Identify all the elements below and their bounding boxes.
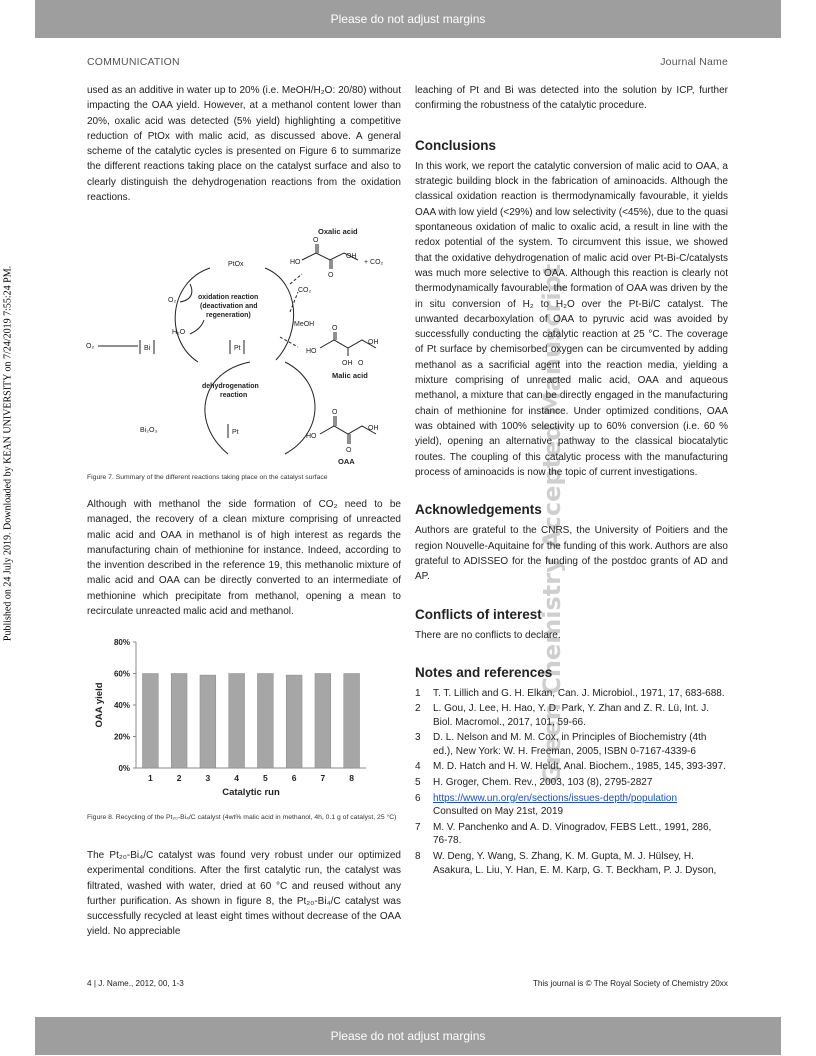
bi-label: Bi <box>144 345 151 352</box>
oxidation-line-3: regeneration) <box>206 312 251 319</box>
oaa-o-top: O <box>332 409 338 416</box>
bar-run-4 <box>229 674 245 769</box>
x-tick-label: 6 <box>291 773 297 783</box>
x-tick-label: 4 <box>234 773 239 783</box>
acknowledgements-text: Authors are grateful to the CNRS, the University of Poitiers and the region Nouvelle-Aquitaine for the funding of this work. Authors are also grateful to ADISSEO for the funding of the postdoc grants of AD and AP. <box>415 525 728 583</box>
bar-run-2 <box>171 674 187 769</box>
recycling-bar-chart <box>86 634 376 804</box>
bar-run-8 <box>344 674 360 769</box>
pt-label: Pt <box>234 345 241 352</box>
co2-side-label: CO₂ <box>298 287 312 294</box>
reference-number: 6 <box>415 792 421 804</box>
reference-text: L. Gou, J. Lee, H. Hao, Y. D. Park, Y. Zhan and Z. R. Lü, Int. J. Biol. Macromol., 2017, 101, 59-66. <box>433 703 710 728</box>
oxalic-o-bottom: O <box>328 272 334 279</box>
reference-text: D. L. Nelson and M. M. Cox, in Principles of Biochemistry (4th ed.), New York: W. H. Freeman, 2005, ISBN 0-7167-4339-6 <box>433 732 707 757</box>
footer-page-citation: 4 | J. Name., 2012, 00, 1-3 <box>87 979 184 988</box>
meoh-label: MeOH <box>294 321 315 328</box>
figure-8-caption: Figure 8. Recycling of the Pt₂₀-Bi₄/C catalyst (4wt% malic acid in methanol, 4h, 0.1 g of catalyst, 25 °C) <box>87 814 397 821</box>
paragraph-text: Although with methanol the side formation of CO₂ need to be managed, the recovery of a clean mixture comprising of unreacted malic acid and OAA in methanol is of high interest as regards the manufacturing chain of methionine for instance. Indeed, according to the invention described in the reference 19, this methanolic mixture of malic acid and OAA can be directly converted to an intermediate of methionine which precipitate from methanol, opening a mean to recirculate unreacted malic acid and methanol. <box>87 499 401 618</box>
oaa-label: OAA <box>338 457 355 466</box>
reference-number: 1 <box>415 687 421 699</box>
h2o-label: H₂O <box>172 329 186 336</box>
reference-item <box>415 687 728 701</box>
x-tick-label: 5 <box>263 773 268 783</box>
reference-item <box>415 821 728 848</box>
y-axis-title: OAA yield <box>94 682 105 728</box>
left-paragraph-2 <box>87 497 401 619</box>
bi2o3-label: Bi₂O₃ <box>140 427 158 434</box>
dehydrogenation-line-2: reaction <box>220 392 248 399</box>
conflicts-text: There are no conflicts to declare. <box>415 629 561 641</box>
oxalic-oh: OH <box>346 253 357 260</box>
conclusions-text: In this work, we report the catalytic conversion of malic acid to OAA, a strategic building block in the fabrication of aminoacids. Although the classical oxidation reaction is thermodynamically favourable, it yields OAA with low yield (<29%) and low selectivity (<45%), due to the quasi spontaneous oxidation of malic to oxalic acid, a result in line with the redox potential of the system. To circumvent this issue, we showed that the oxidative dehydrogenation of malic acid over Pt-Bi-C/catalysts was much more selective to OAA. Although this reaction is clearly not thermodynamically favourable, the formation of OAA was driven by the in situ conversion of H₂ to H₂O over the Pt-Bi/C catalyst. The unwanted decarboxylation of OAA to pyruvic acid was avoided by successfully conducting the catalytic reaction at 25 °C. The coverage of Pt surface by chemisorbed oxygen can be circumvented by adding methanol as a sacrificial agent into the reaction media, yielding a mixture comprising of unreacted malic acid, OAA and aqueous methanol, a mixture that can be directly engaged in the manufacturing chain of methionine for instance. Under optimized conditions, OAA was obtained with 100% selectivity up to 60% conversion (i.e. 60 % yield), opening an alternative pathway to the classical biocatalytic routes. The coupling of this catalytic process with the manufacturing process of aminoacids is now the topic of current investigations. <box>415 160 728 478</box>
reference-item <box>415 731 728 758</box>
bar-run-6 <box>286 675 302 768</box>
reference-number: 5 <box>415 777 421 789</box>
paragraph-text: The Pt₂₀-Bi₄/C catalyst was found very robust under our optimized experimental conditions. After the first catalytic run, the catalyst was filtrated, washed with water, dried at 60 °C and reused without any further purification. As shown in figure 8, the Pt₂₀-Bi₄/C catalyst was successfully recycled at least eight times without decrease of the OAA yield. No appreciable <box>87 850 401 938</box>
x-tick-label: 2 <box>176 773 182 783</box>
acknowledgements-heading: Acknowledgements <box>415 502 542 518</box>
bar-run-5 <box>257 674 273 769</box>
bottom-margin-banner: Please do not adjust margins <box>35 1017 781 1055</box>
oaa-oh: OH <box>368 425 379 432</box>
reference-list <box>415 687 728 878</box>
reference-number: 7 <box>415 821 421 833</box>
right-column <box>415 83 728 879</box>
reference-item <box>415 760 728 774</box>
reference-text: Consulted on May 21st, 2019 <box>433 806 564 818</box>
reference-text: H. Groger, Chem. Rev., 2003, 103 (8), 2795-2827 <box>433 777 653 789</box>
reference-item <box>415 792 728 819</box>
conclusions-heading: Conclusions <box>415 137 497 153</box>
y-tick-label: 0% <box>118 764 130 773</box>
left-paragraph-1 <box>87 83 401 205</box>
x-tick-label: 7 <box>320 773 326 783</box>
y-tick-label: 40% <box>113 701 130 710</box>
left-paragraph-3 <box>87 848 401 940</box>
reference-text: W. Deng, Y. Wang, S. Zhang, K. M. Gupta, M. J. Hülsey, H. Asakura, L. Liu, Y. Han, E. M. Karp, G. T. Beckham, P. J. Dyson, <box>433 851 717 876</box>
footer-copyright: This journal is © The Royal Society of Chemistry 20xx <box>532 979 728 988</box>
reference-text: M. V. Panchenko and A. D. Vinogradov, FEBS Lett., 1991, 286, 76-78. <box>433 821 712 847</box>
reference-item <box>415 776 728 790</box>
accepted-manuscript-watermark: Green Chemistry Accepted Manuscript <box>538 263 566 785</box>
malic-oh-bottom: OH <box>342 360 353 367</box>
reference-item <box>415 850 728 877</box>
oaa-ho: HO <box>306 433 317 440</box>
bar-run-1 <box>142 674 158 769</box>
paragraph-text: leaching of Pt and Bi was detected into the solution by ICP, further confirming the robustness of the catalytic procedure. <box>415 85 728 112</box>
o2-far-label: O₂ <box>86 343 95 350</box>
malic-ho: HO <box>306 348 317 355</box>
reference-text: M. D. Hatch and H. W. Heldt, Anal. Biochem., 1985, 145, 393-397. <box>433 761 726 773</box>
paragraph-text: used as an additive in water up to 20% (i.e. MeOH/H₂O: 20/80) without impacting the OAA yield. However, at a methanol content lower than 20%, oxalic acid was detected (5% yield) highlighting a competitive reduction of PtOx with malic acid, as discussed above. A general scheme of the catalytic cycles is presented on Figure 6 to summarize the different reactions taking place on the catalyst surface and also to clearly distinguish the dehydrogenation reactions from the oxidation reactions. <box>87 85 401 204</box>
malic-o-bottom: O <box>358 360 364 367</box>
reference-number: 2 <box>415 703 421 715</box>
top-margin-banner: Please do not adjust margins <box>35 0 781 38</box>
header-journal-name: Journal Name <box>660 56 728 68</box>
o2-left-label: O₂ <box>168 297 177 304</box>
oxidation-line-1: oxidation reaction <box>198 294 259 301</box>
reference-number: 3 <box>415 732 421 744</box>
dehydrogenation-line-1: dehydrogenation <box>202 383 259 390</box>
oxalic-ho: HO <box>290 259 301 266</box>
malic-oh: OH <box>368 339 379 346</box>
x-tick-label: 1 <box>148 773 153 783</box>
x-tick-label: 8 <box>349 773 354 783</box>
conflicts-heading: Conflicts of interest <box>415 606 542 622</box>
header-section-label: COMMUNICATION <box>87 56 180 68</box>
bar-run-3 <box>200 675 216 768</box>
figure-7-caption: Figure 7. Summary of the different reactions taking place on the catalyst surface <box>87 474 328 481</box>
co2-top-label: + CO₂ <box>364 259 384 266</box>
ptox-label: PtOx <box>228 261 244 268</box>
publication-stamp: Published on 24 July 2019. Downloaded by KEAN UNIVERSITY on 7/24/2019 7:55:24 PM. <box>2 265 14 642</box>
reaction-scheme-figure <box>80 222 410 470</box>
reference-text: T. T. Lillich and G. H. Elkan, Can. J. Microbiol., 1971, 17, 683-688. <box>433 687 725 699</box>
y-tick-label: 60% <box>113 669 130 679</box>
reference-item <box>415 702 728 729</box>
malic-acid-label: Malic acid <box>332 371 368 380</box>
oxalic-o-top: O <box>313 237 319 244</box>
oxidation-line-2: (deactivation and <box>200 303 258 310</box>
oaa-o-bottom: O <box>346 447 352 454</box>
bar-run-7 <box>315 674 331 769</box>
x-axis-title: Catalytic run <box>222 787 280 798</box>
notes-references-heading: Notes and references <box>415 665 553 681</box>
x-tick-label: 3 <box>205 773 211 783</box>
y-tick-label: 20% <box>113 732 130 742</box>
y-tick-label: 80% <box>113 638 130 647</box>
reference-number: 4 <box>415 761 421 773</box>
malic-o: O <box>332 325 338 332</box>
pt-h-label: Pt <box>232 429 239 436</box>
reference-link[interactable]: https://www.un.org/en/sections/issues-depth/population <box>433 792 678 804</box>
reference-number: 8 <box>415 851 421 863</box>
oxalic-acid-label: Oxalic acid <box>318 227 358 236</box>
